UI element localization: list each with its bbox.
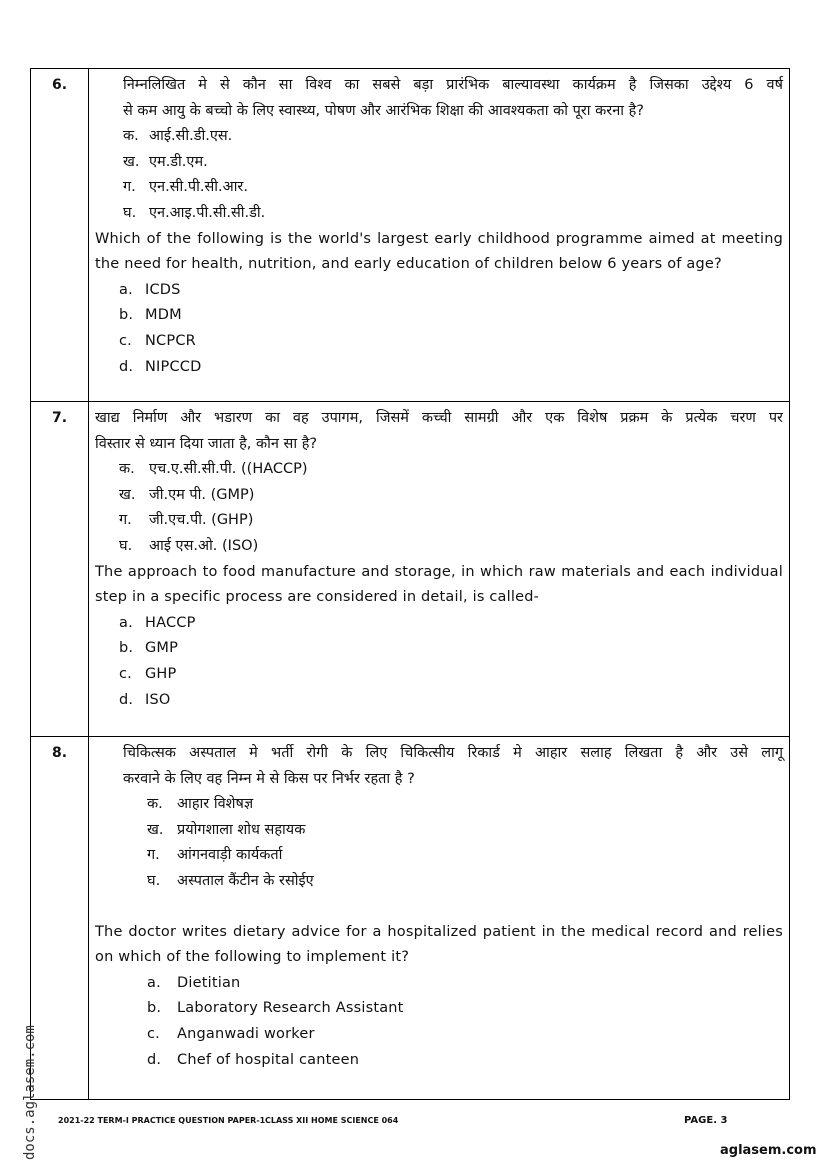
hindi-option: क. आहार विशेषज्ञ — [147, 796, 254, 813]
hindi-question-line: विस्तार से ध्यान दिया जाता है, कौन सा है? — [95, 435, 318, 452]
question-number: 7. — [31, 402, 89, 736]
english-option: c. Anganwadi worker — [147, 1025, 315, 1042]
footer-paper-title: 2021-22 TERM-I PRACTICE QUESTION PAPER-1 — [58, 1116, 266, 1125]
question-number: 8. — [31, 737, 89, 1099]
english-option: b. GMP — [119, 640, 179, 657]
hindi-option: ग. जी.एच.पी. (GHP) — [119, 512, 254, 529]
question-number: 6. — [31, 69, 89, 401]
question-row-6 — [31, 69, 789, 402]
hindi-question-line: निम्नलिखित मे से कौन सा विश्व का सबसे बड़ा प्रारंभिक बाल्यावस्था कार्यक्रम है जिसका उद्देश्य 6 वर्ष — [123, 77, 783, 93]
english-option: d. ISO — [119, 691, 171, 708]
question-row-8 — [31, 737, 789, 1100]
hindi-option: ख. प्रयोगशाला शोध सहायक — [147, 821, 306, 838]
hindi-option: क. आई.सी.डी.एस. — [123, 128, 233, 145]
hindi-option: क. एच.ए.सी.सी.पी. ((HACCP) — [119, 461, 308, 478]
english-option: b. Laboratory Research Assistant — [147, 1000, 404, 1017]
english-option: d. Chef of hospital canteen — [147, 1051, 360, 1068]
english-question-line: The doctor writes dietary advice for a hospitalized patient in the medical record and relies — [95, 923, 783, 940]
english-option: a. ICDS — [119, 281, 181, 298]
english-question-line: The approach to food manufacture and storage, in which raw materials and each individual — [95, 563, 783, 580]
footer-page-number: PAGE. 3 — [684, 1115, 728, 1126]
hindi-option: ग. आंगनवाड़ी कार्यकर्ता — [147, 847, 283, 864]
question-body — [89, 69, 789, 401]
hindi-option: ख. एम.डी.एम. — [123, 153, 208, 170]
side-watermark: docs.aglasem.com — [22, 1025, 38, 1160]
english-option: a. Dietitian — [147, 974, 241, 991]
question-table — [30, 68, 790, 1100]
hindi-question-line: खाद्य निर्माण और भडारण का वह उपागम, जिसमें कच्ची सामग्री और एक विशेष प्रक्रम के प्रत्येक चरण पर — [95, 410, 783, 426]
hindi-question-line: करवाने के लिए वह निम्न मे से किस पर निर्भर रहता है ? — [123, 770, 415, 787]
hindi-question-line: चिकित्सक अस्पताल मे भर्ती रोगी के लिए चिकित्सीय रिकार्ड मे आहार सलाह लिखता है और उसे लागू — [123, 745, 783, 761]
english-option: d. NIPCCD — [119, 358, 202, 375]
english-question-line: step in a specific process are considered in detail, is called- — [95, 589, 540, 606]
question-body — [89, 737, 789, 1099]
english-option: c. GHP — [119, 665, 177, 682]
hindi-option: ख. जी.एम पी. (GMP) — [119, 486, 255, 503]
question-row-7 — [31, 402, 789, 737]
hindi-question-line: से कम आयु के बच्चो के लिए स्वास्थ्य, पोषण और आरंभिक शिक्षा की आवश्यकता को पूरा करना है? — [123, 102, 645, 119]
english-question-line: on which of the following to implement it? — [95, 949, 410, 966]
english-option: a. HACCP — [119, 614, 196, 631]
question-body — [89, 402, 789, 736]
hindi-option: घ. एन.आइ.पी.सी.सी.डी. — [123, 204, 266, 221]
english-option: b. MDM — [119, 307, 182, 324]
brand-label: aglasem.com — [720, 1143, 817, 1158]
english-question-line: Which of the following is the world's largest early childhood programme aimed at meeting — [95, 230, 783, 247]
hindi-option: घ. आई एस.ओ. (ISO) — [119, 537, 259, 554]
english-option: c. NCPCR — [119, 332, 196, 349]
hindi-option: घ. अस्पताल कैंटीन के रसोईए — [147, 872, 314, 889]
english-question-line: the need for health, nutrition, and early education of children below 6 years of age? — [95, 256, 722, 273]
footer-class: CLASS XII HOME SCIENCE 064 — [265, 1116, 399, 1125]
hindi-option: ग. एन.सी.पी.सी.आर. — [123, 179, 248, 196]
spacer — [95, 895, 783, 920]
